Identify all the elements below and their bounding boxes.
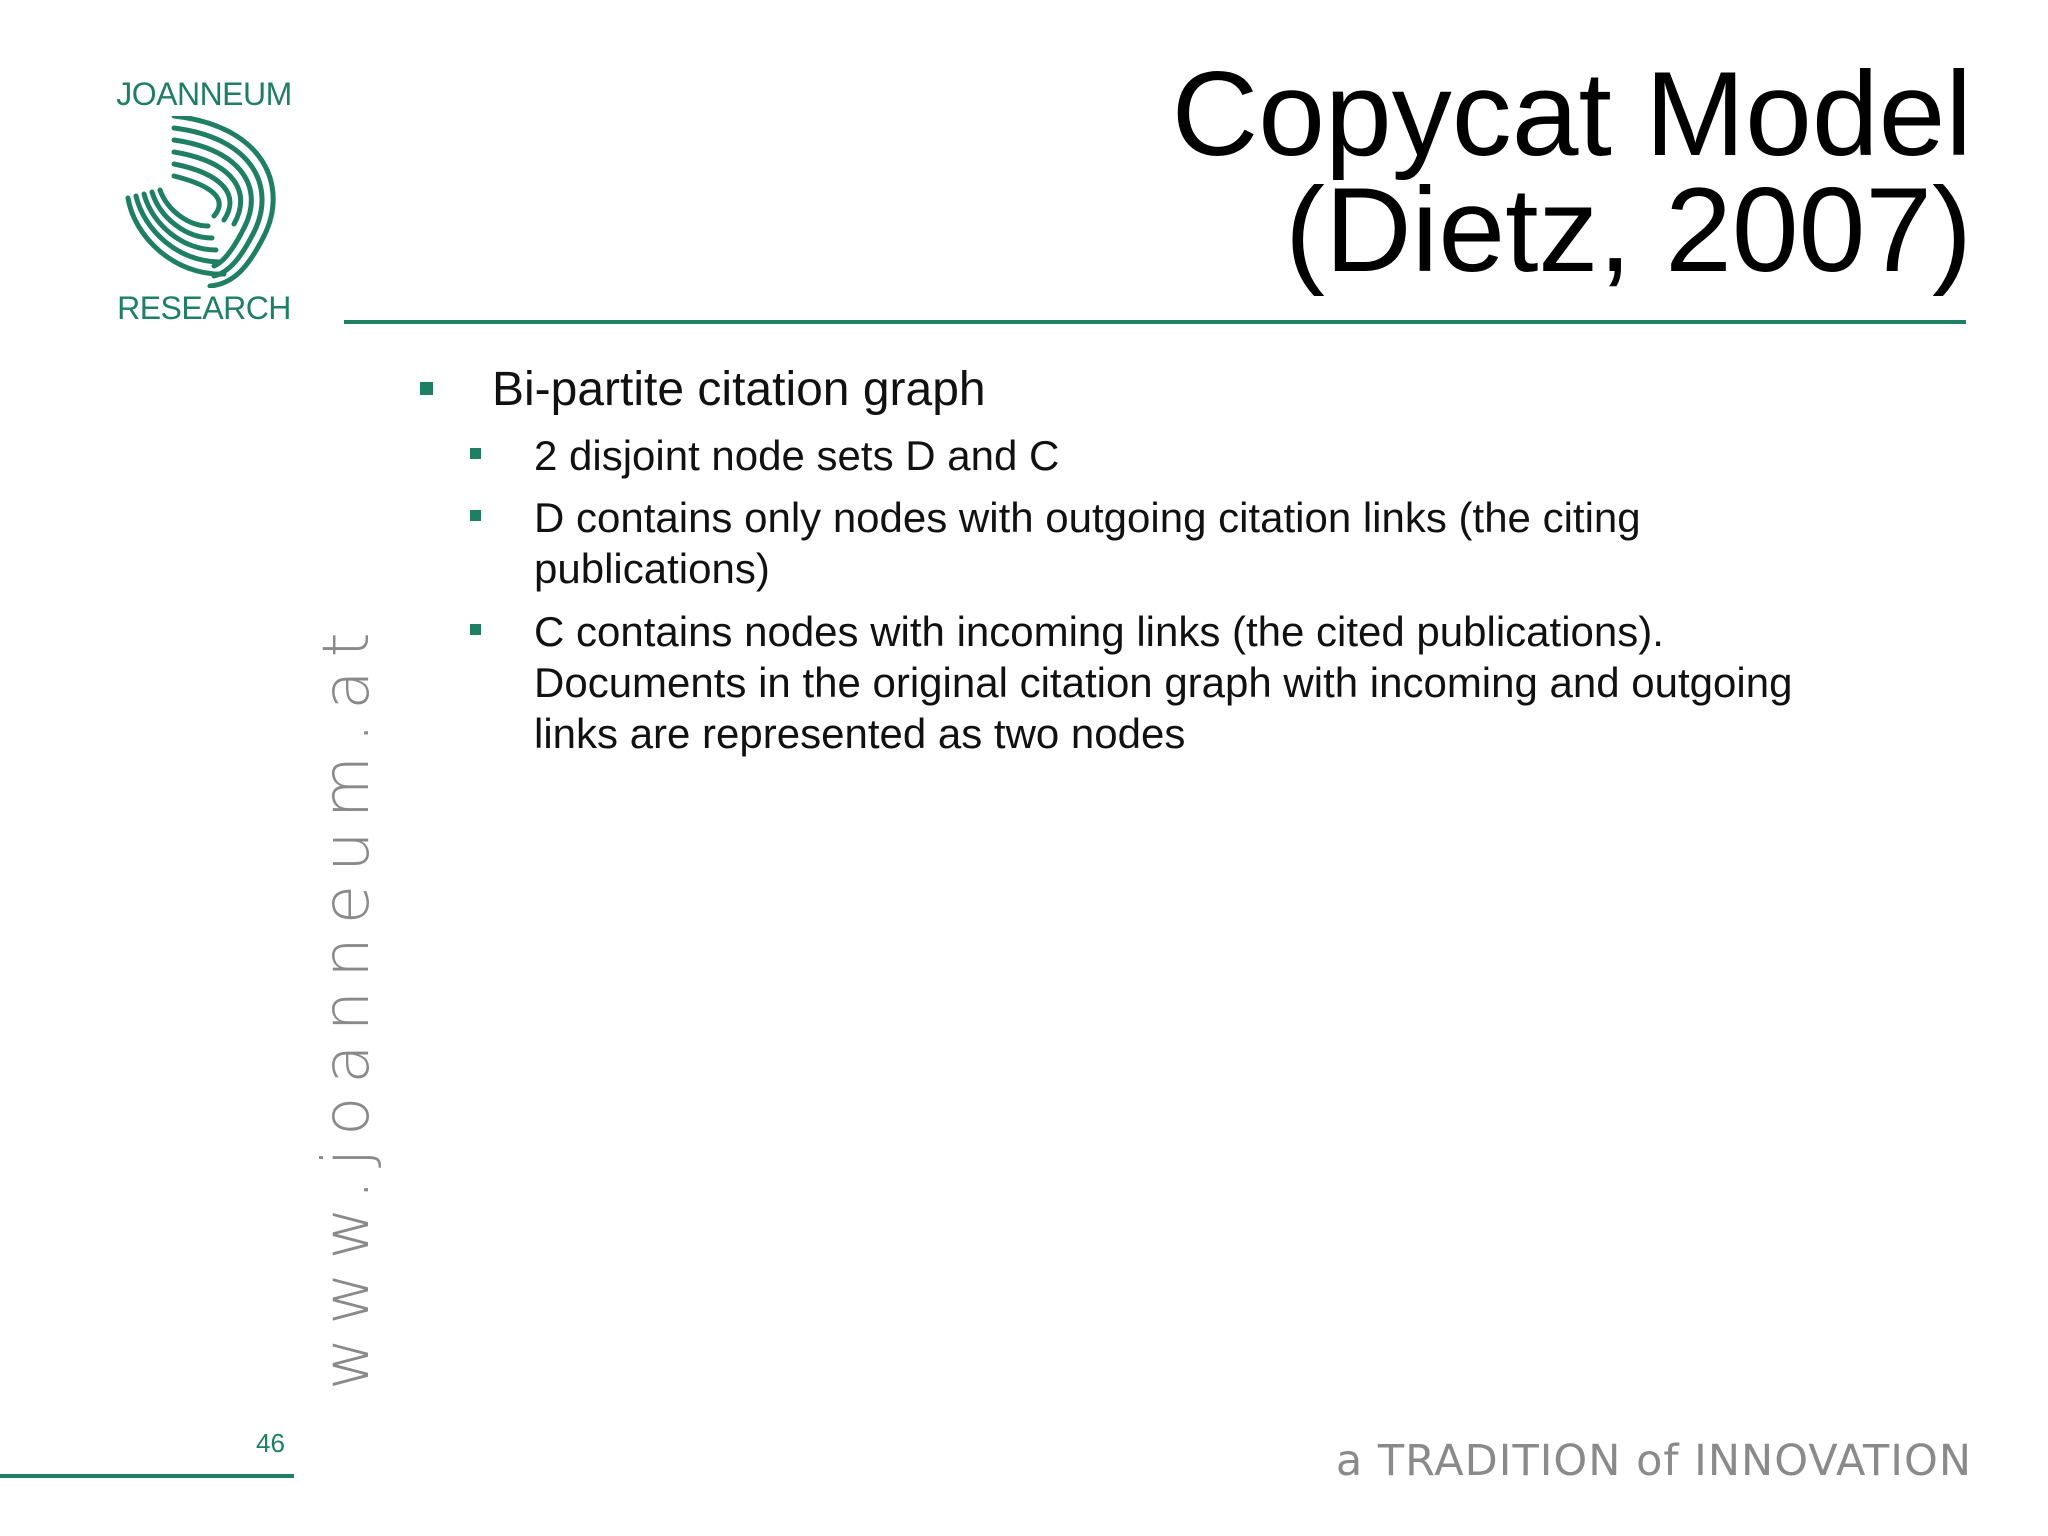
page-number: 46 — [256, 1428, 285, 1458]
square-bullet-icon — [470, 510, 481, 521]
joanneum-logo — [104, 76, 304, 336]
slide-title-line-2: (Dietz, 2007) — [1285, 163, 1972, 297]
square-bullet-icon — [470, 624, 481, 635]
logo-top-text: JOANNEUM — [116, 76, 292, 112]
bullet-text-line: C contains nodes with incoming links (the cited publications). — [534, 608, 1664, 655]
title-divider — [344, 320, 1966, 324]
bullet-text-line: D contains only nodes with outgoing citation links (the citing — [534, 494, 1641, 541]
bullet-level-1-text: Bi-partite citation graph — [492, 363, 986, 416]
bullet-level-2-text — [534, 430, 1934, 481]
bullet-text-line: Documents in the original citation graph with incoming and outgoing — [534, 659, 1793, 706]
square-bullet-icon — [420, 382, 433, 395]
square-bullet-icon — [470, 448, 481, 459]
bullet-text-line: publications) — [534, 545, 770, 592]
footer-tagline: a TRADITION of INNOVATION — [1335, 1436, 1972, 1486]
vertical-website-url: www.joanneum.at — [310, 619, 384, 1390]
bullet-level-2-text — [534, 492, 1934, 594]
slide-title-line-1: Copycat Model — [1171, 47, 1972, 181]
bullet-level-2-text — [534, 606, 1934, 759]
bullet-text-line: 2 disjoint node sets D and C — [534, 432, 1060, 479]
slide-title — [872, 47, 1972, 297]
footer-divider — [0, 1474, 294, 1478]
bullet-text-line: links are represented as two nodes — [534, 710, 1186, 757]
logo-bottom-text: RESEARCH — [117, 290, 291, 326]
joanneum-wave-logo-icon — [114, 116, 294, 288]
